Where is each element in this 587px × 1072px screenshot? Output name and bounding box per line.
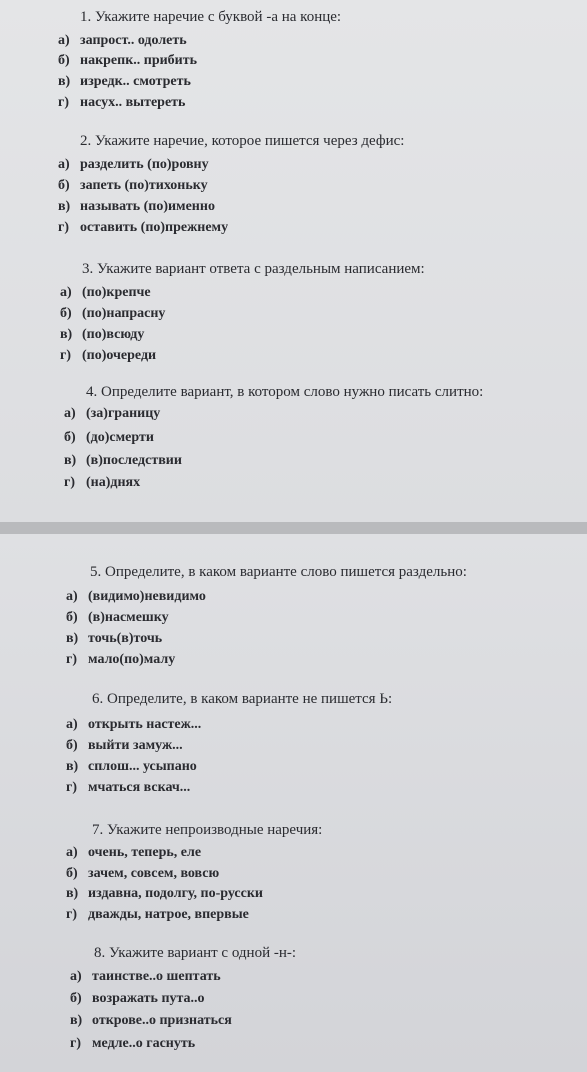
option-text: запрост.. одолеть xyxy=(80,33,187,48)
option-a xyxy=(58,157,209,173)
option-a xyxy=(66,845,201,861)
option-letter: г) xyxy=(58,220,70,235)
option-letter: в) xyxy=(66,759,79,774)
option-letter: г) xyxy=(70,1036,82,1051)
option-text: зачем, совсем, вовсю xyxy=(88,866,220,881)
option-a xyxy=(60,285,151,301)
option-letter: в) xyxy=(66,631,79,646)
option-text: издавна, подолгу, по-русски xyxy=(88,886,263,901)
option-text: выйти замуж... xyxy=(88,738,183,753)
option-c xyxy=(66,886,263,902)
option-d xyxy=(60,348,156,364)
question-title: 5. Определите, в каком варианте слово пишется раздельно: xyxy=(90,564,467,580)
option-d xyxy=(66,652,175,668)
option-b xyxy=(66,738,183,754)
option-letter: б) xyxy=(58,178,70,193)
option-letter: в) xyxy=(70,1013,83,1028)
option-text: возражать пута..о xyxy=(92,991,205,1006)
question-title: 1. Укажите наречие с буквой -а на конце: xyxy=(80,9,342,25)
option-text: изредк.. смотреть xyxy=(80,74,191,89)
question-title: 6. Определите, в каком варианте не пишется Ь: xyxy=(92,691,393,707)
option-b xyxy=(60,306,165,322)
option-letter: в) xyxy=(58,74,71,89)
option-d xyxy=(58,220,228,236)
question-title: 2. Укажите наречие, которое пишется через дефис: xyxy=(80,133,405,149)
option-text: (в)последствии xyxy=(86,453,182,468)
option-a xyxy=(66,589,206,605)
question-title: 7. Укажите непроизводные наречия: xyxy=(92,822,323,838)
option-letter: а) xyxy=(64,406,76,421)
option-text: называть (по)именно xyxy=(80,199,215,214)
option-b xyxy=(58,178,208,194)
option-b xyxy=(58,53,197,69)
option-b xyxy=(64,430,154,446)
option-c xyxy=(60,327,144,343)
option-text: медле..о гаснуть xyxy=(92,1036,196,1051)
option-text: дважды, натрое, впервые xyxy=(88,907,249,922)
option-letter: б) xyxy=(66,610,78,625)
question-title: 4. Определите вариант, в котором слово нужно писать слитно: xyxy=(86,384,484,400)
option-letter: в) xyxy=(58,199,71,214)
option-letter: в) xyxy=(60,327,73,342)
option-c xyxy=(70,1013,232,1029)
option-text: открыть настеж... xyxy=(88,717,202,732)
option-letter: б) xyxy=(66,866,78,881)
option-letter: г) xyxy=(58,95,70,110)
option-d xyxy=(66,907,249,923)
option-c xyxy=(66,631,162,647)
question-title: 8. Укажите вариант с одной -н-: xyxy=(94,945,297,961)
option-text: (по)напрасну xyxy=(82,306,166,321)
option-text: сплош... усыпано xyxy=(88,759,197,774)
option-letter: а) xyxy=(66,845,78,860)
option-b xyxy=(70,991,205,1007)
option-text: (на)днях xyxy=(86,475,141,490)
option-d xyxy=(70,1036,195,1052)
option-text: мало(по)малу xyxy=(88,652,176,667)
option-letter: г) xyxy=(64,475,76,490)
option-text: открове..о признаться xyxy=(92,1013,232,1028)
option-text: (по)очереди xyxy=(82,348,157,363)
option-letter: б) xyxy=(58,53,70,68)
option-c xyxy=(58,74,191,90)
option-letter: г) xyxy=(66,907,78,922)
option-letter: в) xyxy=(66,886,79,901)
option-text: насух.. вытереть xyxy=(80,95,186,110)
page-gap xyxy=(0,522,587,534)
option-b xyxy=(66,866,219,882)
option-text: мчаться вскач... xyxy=(88,780,191,795)
option-text: запеть (по)тихоньку xyxy=(80,178,208,193)
option-letter: а) xyxy=(66,589,78,604)
option-a xyxy=(66,717,201,733)
option-b xyxy=(66,610,169,626)
option-d xyxy=(64,475,140,491)
option-letter: а) xyxy=(58,157,70,172)
option-letter: г) xyxy=(66,652,78,667)
option-text: таинстве..о шептать xyxy=(92,969,221,984)
option-d xyxy=(66,780,190,796)
option-letter: а) xyxy=(66,717,78,732)
option-letter: г) xyxy=(60,348,72,363)
option-c xyxy=(66,759,197,775)
option-letter: а) xyxy=(60,285,72,300)
option-c xyxy=(58,199,215,215)
option-letter: а) xyxy=(58,33,70,48)
option-a xyxy=(64,406,160,422)
option-d xyxy=(58,95,185,111)
option-text: (видимо)невидимо xyxy=(88,589,206,604)
option-text: оставить (по)прежнему xyxy=(80,220,229,235)
option-letter: в) xyxy=(64,453,77,468)
option-text: (до)смерти xyxy=(86,430,154,445)
option-text: (в)насмешку xyxy=(88,610,169,625)
option-text: накрепк.. прибить xyxy=(80,53,198,68)
option-text: точь(в)точь xyxy=(88,631,163,646)
option-letter: б) xyxy=(66,738,78,753)
option-a xyxy=(70,969,221,985)
option-text: (за)границу xyxy=(86,406,161,421)
option-text: очень, теперь, еле xyxy=(88,845,202,860)
option-letter: б) xyxy=(64,430,76,445)
option-letter: б) xyxy=(70,991,82,1006)
option-text: разделить (по)ровну xyxy=(80,157,209,172)
question-title: 3. Укажите вариант ответа с раздельным написанием: xyxy=(82,261,425,277)
option-letter: а) xyxy=(70,969,82,984)
option-text: (по)крепче xyxy=(82,285,151,300)
option-a xyxy=(58,33,187,49)
option-letter: г) xyxy=(66,780,78,795)
option-c xyxy=(64,453,182,469)
option-letter: б) xyxy=(60,306,72,321)
option-text: (по)всюду xyxy=(82,327,145,342)
